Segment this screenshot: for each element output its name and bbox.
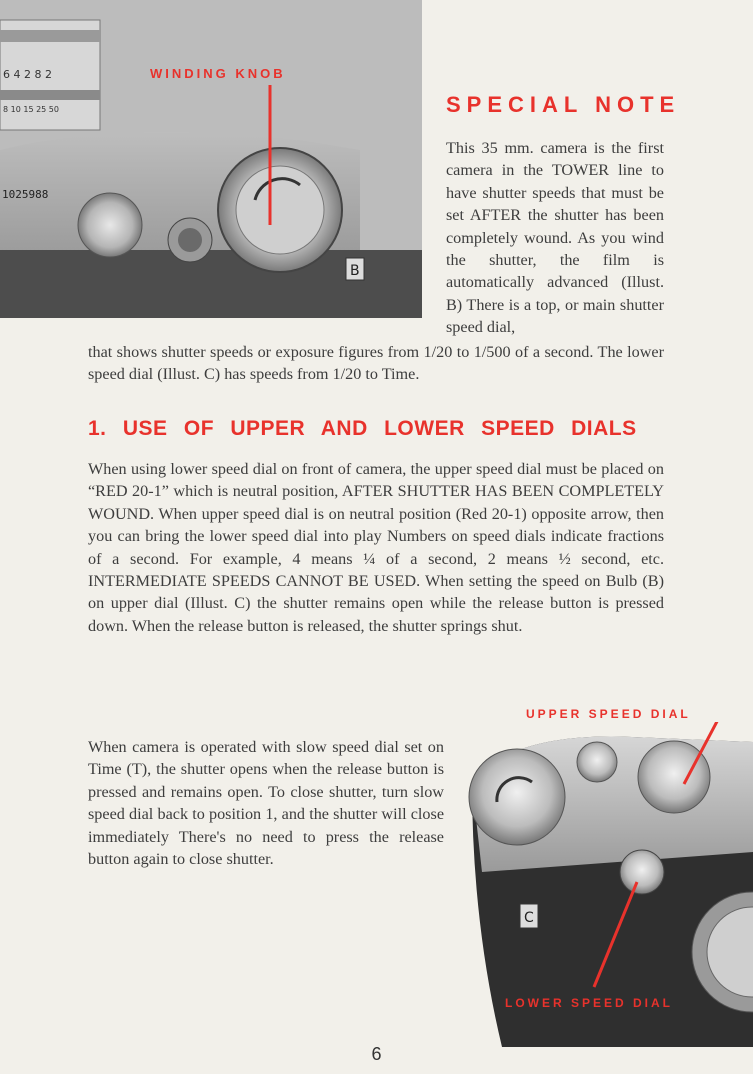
camera-top-illustration: [0, 0, 422, 318]
section-heading: 1. USE OF UPPER AND LOWER SPEED DIALS: [88, 417, 637, 440]
serial-number: 1025988: [2, 188, 49, 201]
special-note-continued: that shows shutter speeds or exposure figures from 1/20 to 1/500 of a second. The lower speed dial (Illust. C) has speeds from 1/20 to Time.: [88, 343, 664, 384]
lens-scale-top: 6 4 2 8 2: [3, 68, 52, 81]
section-body: When using lower speed dial on front of camera, the upper speed dial must be placed on “RED 20-1” which is neutral position, AFTER SHUTTER HAS BEEN COMPLETELY WOUND. When upper speed dial is on neutral position (Red 20-1) opposite arrow, then you can bring the lower speed dial into play Numbers on speed dials indicate fractions of a second. For example, 4 means ¼ of a second, 2 means ½ second, etc. INTERMEDIATE SPEEDS CANNOT BE USED. When setting the speed on Bulb (B) on upper dial (Illust. C) the shutter remains open while the release button is pressed down. When the release button is released, the shutter springs shut.: [88, 460, 664, 635]
page-number: 6: [371, 1044, 382, 1064]
special-note-text: This 35 mm. camera is the first camera in the TOWER line to have shutter speeds that must be set AFTER the shutter has been completely wound. As you wind the shutter, the film is automatically advanced (Illust. B) There is a top, or main shutter speed dial,: [446, 139, 664, 337]
camera-photo-winding-knob: [0, 0, 422, 318]
illust-c-marker: C: [524, 910, 534, 926]
winding-knob-label: WINDING KNOB: [150, 66, 286, 81]
lens-scale-mid: 8 10 15 25 50: [3, 105, 59, 114]
slow-speed-paragraph: When camera is operated with slow speed dial set on Time (T), the shutter opens when the release button is pressed and remains open. To close shutter, turn slow speed dial back to position 1, and the shutter will close immediately There's no need to press the release button again to close shutter.: [88, 738, 444, 869]
lower-speed-dial-label: LOWER SPEED DIAL: [505, 996, 674, 1010]
special-note-title: SPECIAL NOTE: [446, 92, 681, 117]
illust-b-marker: B: [350, 263, 360, 279]
upper-speed-dial-label: UPPER SPEED DIAL: [526, 707, 691, 721]
